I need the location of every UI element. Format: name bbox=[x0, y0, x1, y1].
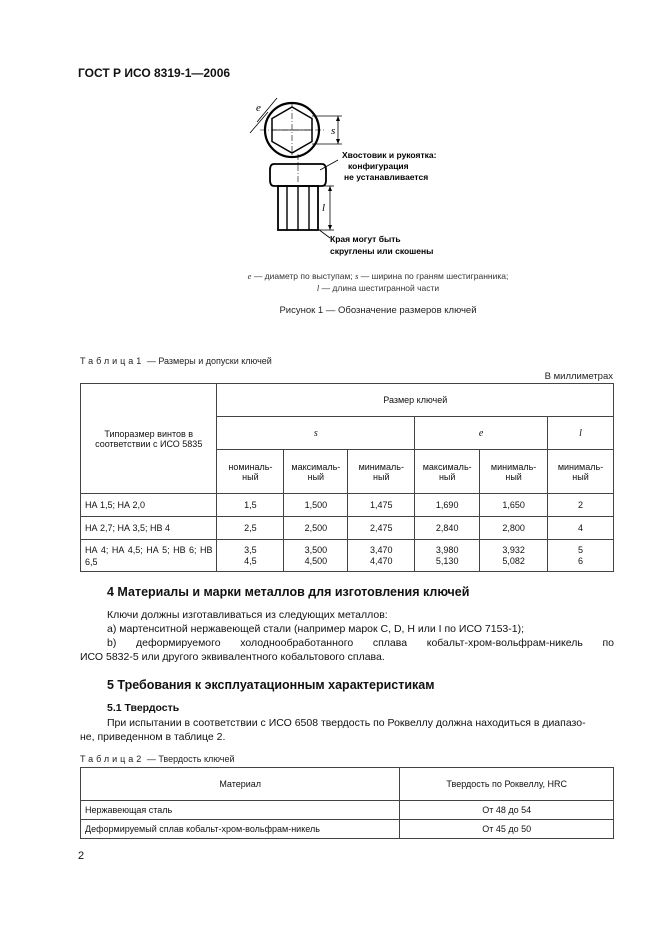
table-row: Нержавеющая сталь От 48 до 54 bbox=[81, 801, 614, 820]
symbol-e: e bbox=[256, 102, 261, 114]
col-e-header: e bbox=[415, 417, 548, 450]
col-material-header: Материал bbox=[81, 768, 400, 801]
section4-item-b-line1: b) деформируемого холоднообработанного сплава кобальт-хром-вольфрам-никель по bbox=[107, 637, 614, 649]
col-type-header: Типоразмер винтов в соответствии с ИСО 5835 bbox=[81, 384, 217, 494]
col-hardness-header: Твердость по Роквеллу, HRC bbox=[400, 768, 614, 801]
subhdr-s-nom: номиналь- ный bbox=[217, 450, 284, 494]
section5-1-title: 5.1 Твердость bbox=[107, 702, 180, 714]
document-header: ГОСТ Р ИСО 8319-1—2006 bbox=[78, 66, 231, 80]
table-row: Деформируемый сплав кобальт-хром-вольфрам-никель От 45 до 50 bbox=[81, 820, 614, 839]
section5-para-line2: не, приведенном в таблице 2. bbox=[80, 731, 226, 743]
figure-hex-key-drawing bbox=[230, 92, 440, 260]
section5-para-line1: При испытании в соответствии с ИСО 6508 твердость по Роквеллу должна находиться в диапазо- bbox=[107, 717, 586, 729]
table1-unit: В миллиметрах bbox=[544, 371, 613, 382]
legend-e: e bbox=[247, 271, 252, 281]
page-number: 2 bbox=[78, 850, 85, 862]
callout-top-line1: Хвостовик и рукоятка: bbox=[342, 150, 437, 160]
legend-l: l bbox=[316, 283, 320, 293]
figure-caption: Рисунок 1 — Обозначение размеров ключей bbox=[279, 305, 477, 316]
callout-bottom-line2: скруглены или скошены bbox=[330, 246, 434, 256]
section4-item-a: а) мартенситной нержавеющей стали (например марок С, D, Н или I по ИСО 7153-1); bbox=[107, 623, 525, 635]
figure-legend-line2: l — длина шестигранной части bbox=[316, 283, 440, 293]
subhdr-s-max: максималь- ный bbox=[284, 450, 348, 494]
table1-caption: Таблица1 — Размеры и допуски ключей bbox=[80, 356, 272, 366]
table-row: НА 2,7; НА 3,5; НВ 4 2,5 2,500 2,475 2,840 2,800 4 bbox=[81, 517, 614, 540]
col-s-header: s bbox=[217, 417, 415, 450]
col-l-header: l bbox=[548, 417, 614, 450]
figure-legend-line1: e — диаметр по выступам; s — ширина по граням шестигранника; bbox=[247, 271, 509, 281]
legend-s: s bbox=[355, 271, 359, 281]
subhdr-l-min: минималь- ный bbox=[548, 450, 614, 494]
callout-top-line2: конфигурация bbox=[348, 161, 409, 171]
hex-side-view bbox=[270, 154, 338, 238]
col-size-header: Размер ключей bbox=[217, 384, 614, 417]
table2-caption: Таблица2 — Твердость ключей bbox=[80, 754, 235, 764]
subhdr-e-max: максималь- ный bbox=[415, 450, 480, 494]
symbol-s: s bbox=[331, 125, 336, 137]
callout-top-line3: не устанавливается bbox=[344, 172, 429, 182]
section5-title: 5 Требования к эксплуатационным характеристикам bbox=[107, 678, 435, 692]
table-hardness bbox=[80, 767, 614, 839]
section4-title: 4 Материалы и марки металлов для изготовления ключей bbox=[107, 585, 470, 599]
symbol-l: l bbox=[322, 202, 326, 214]
subhdr-s-min: минималь- ный bbox=[348, 450, 415, 494]
callout-bottom-line1: Края могут быть bbox=[330, 234, 401, 244]
table-dimensions bbox=[80, 383, 614, 572]
table-row: НА 4; НА 4,5; НА 5; НВ 6; НВ 6,5 3,5 4,5 3,500 4,500 3,470 4,470 3,980 5,130 3,932 5,082 5 6 bbox=[81, 540, 614, 572]
hex-top-view bbox=[250, 98, 342, 158]
section4-item-b-line2: ИСО 5832-5 или другого эквивалентного кобальтового сплава. bbox=[80, 651, 385, 663]
table-row: НА 1,5; НА 2,0 1,5 1,500 1,475 1,690 1,650 2 bbox=[81, 494, 614, 517]
section4-intro: Ключи должны изготавливаться из следующих металлов: bbox=[107, 609, 388, 621]
subhdr-e-min: минималь- ный bbox=[480, 450, 548, 494]
